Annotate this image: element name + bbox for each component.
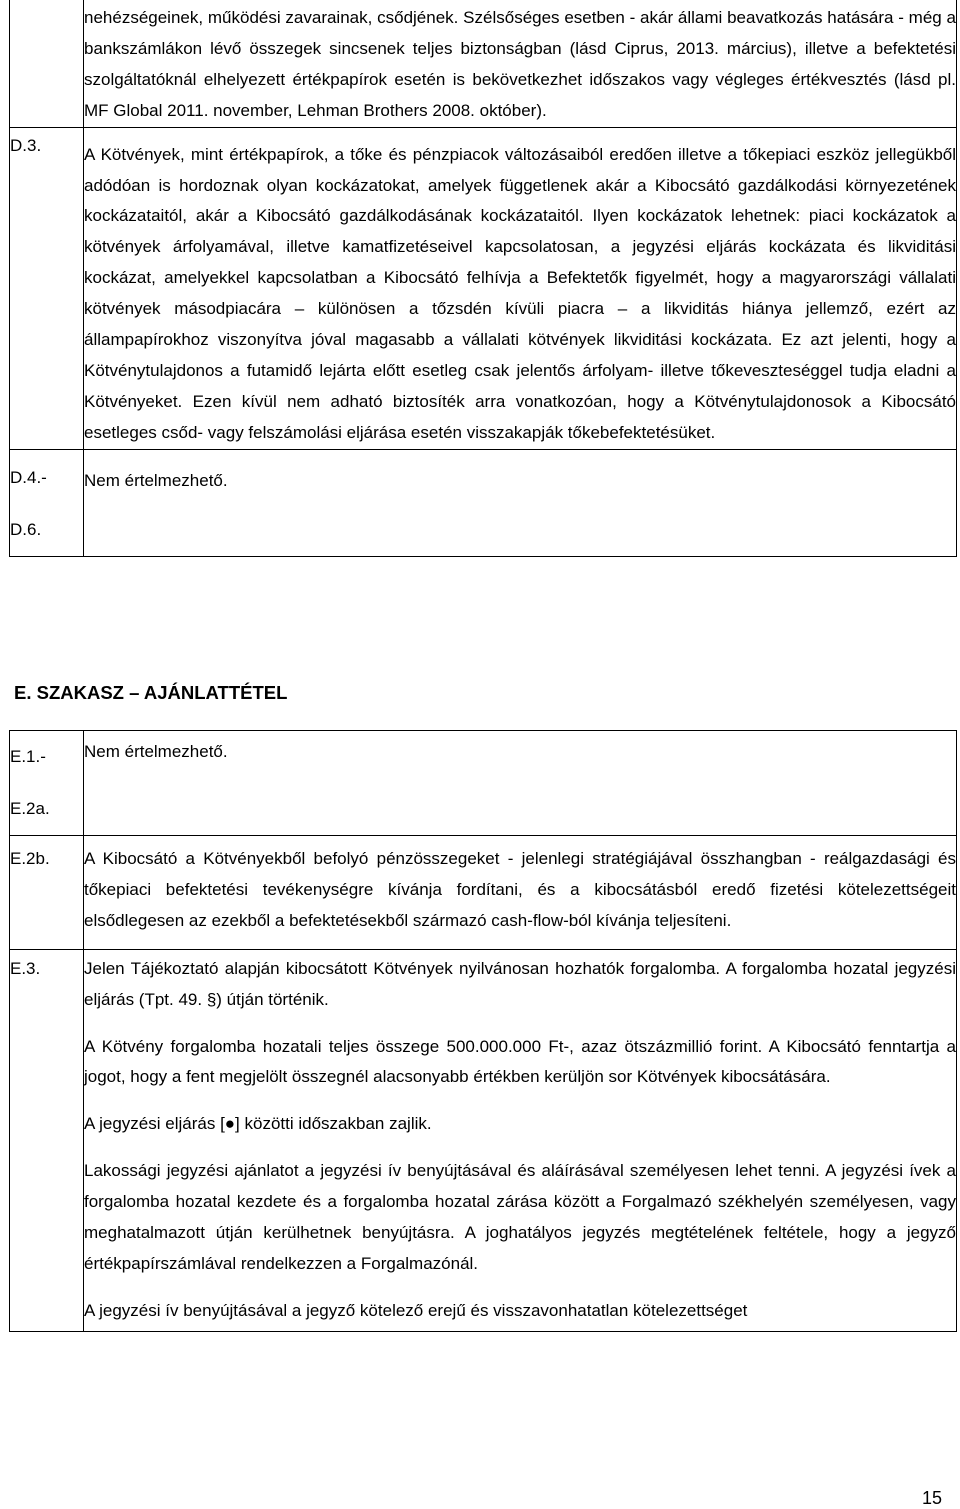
row-content-d3	[84, 127, 957, 449]
intro-paragraph: nehézségeinek, működési zavarainak, csődjének. Szélsőséges esetben - akár állami beavatkozás hatására - még a bankszámlákon lévő összegek sincsenek teljes biztonságban (lásd Ciprus, 2013. március), illetve a befektetési szolgáltatóknál elhelyezett értékpapírok esetén is bekövetkezhet időszakos vagy végleges értékvesztés (lásd pl. MF Global 2011. november, Lehman Brothers 2008. október).	[84, 8, 956, 120]
offer-paragraph: A jegyzési ív benyújtásával a jegyző kötelező erejű és visszavonhatatlan kötelezettséget	[84, 1300, 748, 1320]
section-e-heading: E. SZAKASZ – AJÁNLATTÉTEL	[14, 682, 288, 703]
row-label-d3	[10, 127, 84, 449]
not-applicable-text: Nem értelmezhető.	[84, 742, 228, 761]
proceeds-paragraph: A Kibocsátó a Kötvényekből befolyó pénzösszegeket - jelenlegi stratégiájával összhangban - reálgazdasági és tőkepiaci befektetési tevékenységre kívánja fordítani, és a kibocsátásból eredő fizetési kötelezettségeit elsődlegesen az ezekből a befektetésekből származó cash-flow-ból kívánja teljesíteni.	[84, 849, 956, 930]
row-content-e2b	[84, 836, 957, 950]
row-content-cell	[84, 0, 957, 127]
table-row	[10, 731, 957, 836]
row-label-e1-e2a	[10, 731, 84, 836]
not-applicable-text: Nem értelmezhető.	[84, 470, 228, 490]
risk-table	[9, 0, 957, 557]
row-label: E.2b.	[10, 849, 50, 868]
table-row	[10, 449, 957, 556]
offer-paragraph: Lakossági jegyzési ajánlatot a jegyzési ív benyújtásával és aláírásával személyesen lehet tenni. A jegyzési ívek a forgalomba hozatal kezdete és a forgalomba hozatal zárása között a Forgalmazó székhelyén személyesen, vagy meghatalmazott útján kerülhetnek benyújtásra. A joghatályos jegyzés megtételének feltétele, hogy a jegyző értékpapírszámlával rendelkezzen a Forgalmazónál.	[84, 1161, 956, 1273]
row-content-e1-e2a	[84, 731, 957, 836]
offer-paragraph: A Kötvény forgalomba hozatali teljes összege 500.000.000 Ft-, azaz ötszázmillió forint. A Kibocsátó fenntartja a jogot, hogy a fent megjelölt összegnél alacsonyabb értékben kerüljön sor Kötvények kibocsátására.	[84, 1036, 956, 1087]
row-label-d4-d6	[10, 449, 84, 556]
offer-paragraph: Jelen Tájékoztató alapján kibocsátott Kötvények nyilvánosan hozhatók forgalomba. A forgalomba hozatal jegyzési eljárás (Tpt. 49. §) útján történik.	[84, 958, 956, 1009]
row-label-e3	[10, 949, 84, 1331]
row-label-line1: E.1.-	[10, 747, 46, 766]
row-label-line2: D.6.	[10, 519, 42, 539]
row-label-cell	[10, 0, 84, 127]
table-row	[10, 949, 957, 1331]
offer-table	[9, 730, 957, 1332]
risk-paragraph: A Kötvények, mint értékpapírok, a tőke és pénzpiacok változásaiból eredően illetve a tőkepiaci eszköz jellegükből adódóan is hordoznak olyan kockázatokat, amelyek függetlenek akár a Kibocsátó gazdálkodási környezetének kockázataitól, akár a Kibocsátó gazdálkodásának kockázataitól. Ilyen kockázatok lehetnek: piaci kockázatok a kötvények árfolyamával, illetve kamatfizetéseivel kapcsolatosan, a jegyzési eljárás kockázata és likviditási kockázat, amelyekkel kapcsolatban a Kibocsátó felhívja a Befektetők figyelmét, hogy a magyarországi vállalati kötvények másodpiacára – különösen a tőzsdén kívüli piacra – a likviditás hiánya jellemző, ezért az állampapírokhoz viszonyítva jóval magasabb a vállalati kötvények likviditási kockázata. Ez azt jelenti, hogy a Kötvénytulajdonos a futamidő lejárta előtt esetleg csak jelentős árfolyam- illetve tőkeveszteséggel tudja eladni a Kötvényeket. Ezen kívül nem adható biztosíték arra vonatkozóan, hogy a Kötvénytulajdonosok a Kibocsátó esetleges csőd- vagy felszámolási eljárása esetén visszakapják tőkebefektetésüket.	[84, 144, 956, 442]
row-label-line1: D.4.-	[10, 467, 47, 487]
row-content-e3	[84, 949, 957, 1331]
table-row	[10, 0, 957, 127]
table-row	[10, 836, 957, 950]
row-label-e2b	[10, 836, 84, 950]
page-number: 15	[921, 1488, 942, 1508]
row-label: D.3.	[10, 135, 42, 155]
row-content-d4-d6	[84, 449, 957, 556]
table-row	[10, 127, 957, 449]
offer-paragraph: A jegyzési eljárás [●] közötti időszakban zajlik.	[84, 1114, 432, 1134]
row-label-line2: E.2a.	[10, 799, 50, 818]
row-label: E.3.	[10, 958, 41, 978]
